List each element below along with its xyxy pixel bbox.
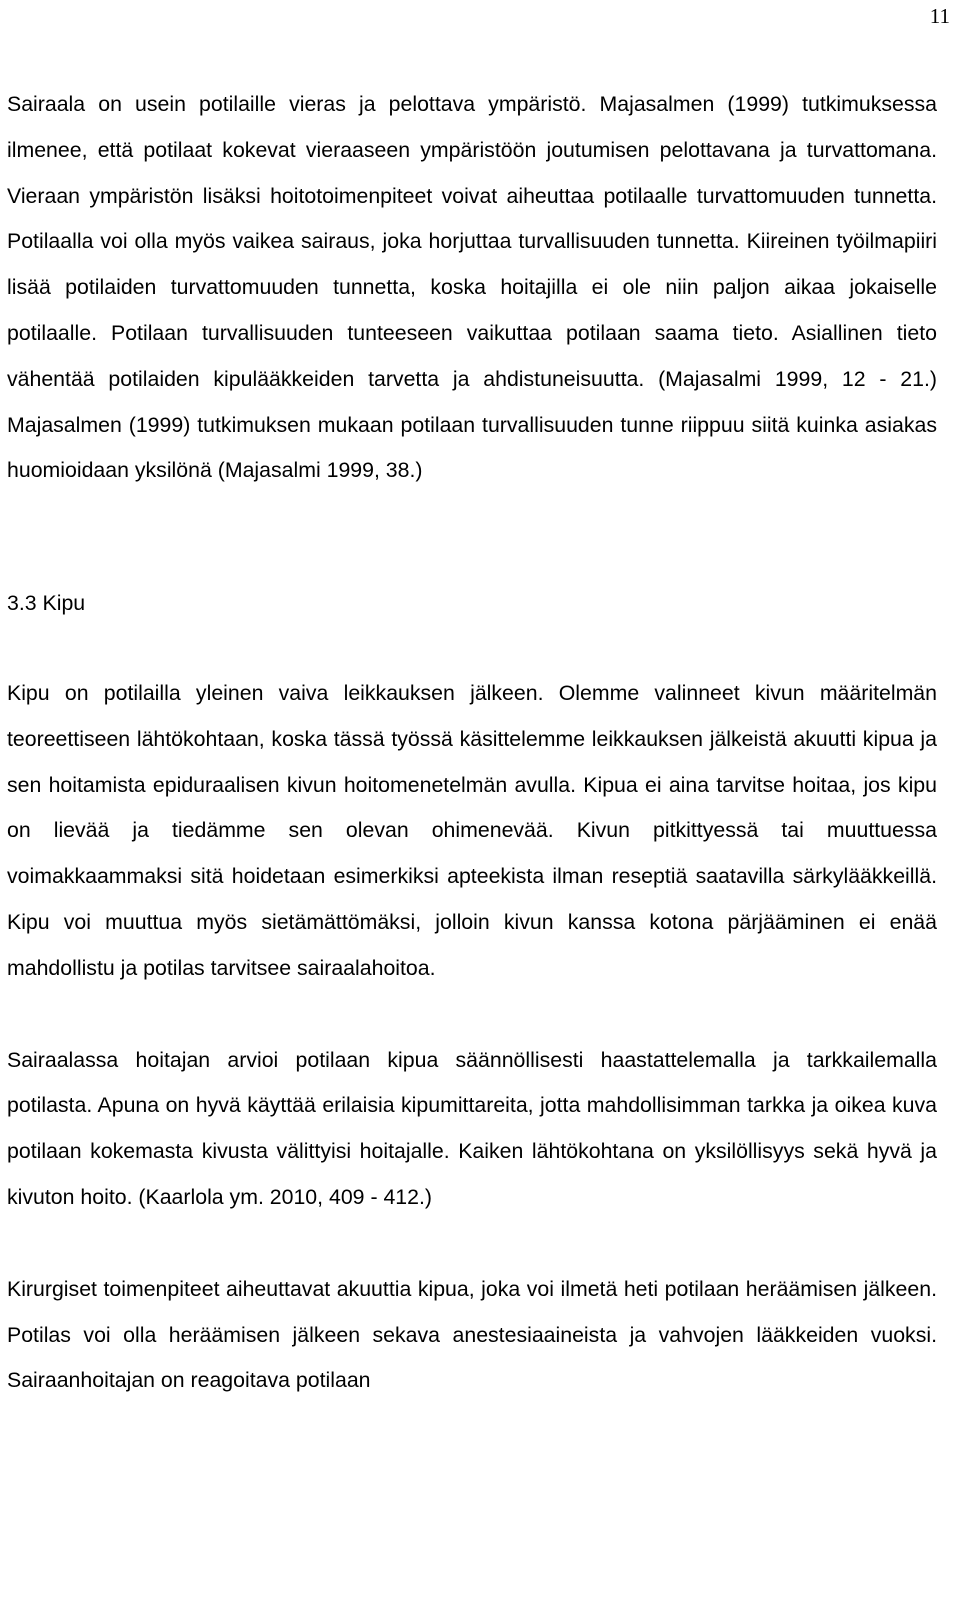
paragraph-surgical-pain: Kirurgiset toimenpiteet aiheuttavat akuuttia kipua, joka voi ilmetä heti potilaan heräämisen jälkeen. Potilas voi olla heräämisen jälkeen sekava anestesiaaineista ja vahvojen lääkkeiden vuoksi. Sairaanhoitajan on reagoitava potilaan xyxy=(7,1276,937,1393)
spacer xyxy=(7,1221,937,1267)
spacer xyxy=(7,992,937,1038)
page-number: 11 xyxy=(929,4,950,28)
paragraph-hospital-environment: Sairaala on usein potilaille vieras ja pelottava ympäristö. Majasalmen (1999) tutkimuksessa ilmenee, että potilaat kokevat vieraaseen ympäristöön joutumisen pelottavana ja turvattomana. Vieraan ympäristön lisäksi hoitotoimenpiteet voivat aiheuttaa potilaalle turvattomuuden tunnetta. Potilaalla voi olla myös vaikea sairaus, joka horjuttaa turvallisuuden tunnetta. Kiireinen työilmapiiri lisää potilaiden turvattomuuden tunnetta, koska hoitajilla ei ole niin paljon aikaa jokaiselle potilaalle. Potilaan turvallisuuden tunteeseen vaikuttaa potilaan saama tieto. Asiallinen tieto vähentää potilaiden kipulääkkeiden tarvetta ja ahdistuneisuutta. (Majasalmi 1999, 12 - 21.) Majasalmen (1999) tutkimuksen mukaan potilaan turvallisuuden tunne riippuu siitä kuinka asiakas huomioidaan yksilönä (Majasalmi 1999, 38.) xyxy=(7,92,937,483)
section-heading: 3.3 Kipu xyxy=(7,591,86,616)
paragraph-pain-assessment: Sairaalassa hoitajan arvioi potilaan kipua säännöllisesti haastattelemalla ja tarkkailemalla potilasta. Apuna on hyvä käyttää erilaisia kipumittareita, jotta mahdollisimman tarkka ja oikea kuva potilaan kokemasta kivusta välittyisi hoitajalle. Kaiken lähtökohtana on yksilöllisyys sekä hyvä ja kivuton hoito. (Kaarlola ym. 2010, 409 - 412.) xyxy=(7,1047,937,1209)
document-body xyxy=(7,82,937,1404)
paragraph-pain-definition: Kipu on potilailla yleinen vaiva leikkauksen jälkeen. Olemme valinneet kivun määritelmän teoreettiseen lähtökohtaan, koska tässä työssä käsittelemme leikkauksen jälkeistä akuutti kipua ja sen hoitamista epiduraalisen kivun hoitomenetelmän avulla. Kipua ei aina tarvitse hoitaa, jos kipu on lievää ja tiedämme sen olevan ohimenevää. Kivun pitkittyessä tai muuttuessa voimakkaammaksi sitä hoidetaan esimerkiksi apteekista ilman reseptiä saatavilla särkylääkkeillä. Kipu voi muuttua myös sietämättömäksi, jolloin kivun kanssa kotona pärjääminen ei enää mahdollistu ja potilas tarvitsee sairaalahoitoa. xyxy=(7,680,937,980)
spacer xyxy=(7,494,937,581)
spacer xyxy=(7,627,937,671)
